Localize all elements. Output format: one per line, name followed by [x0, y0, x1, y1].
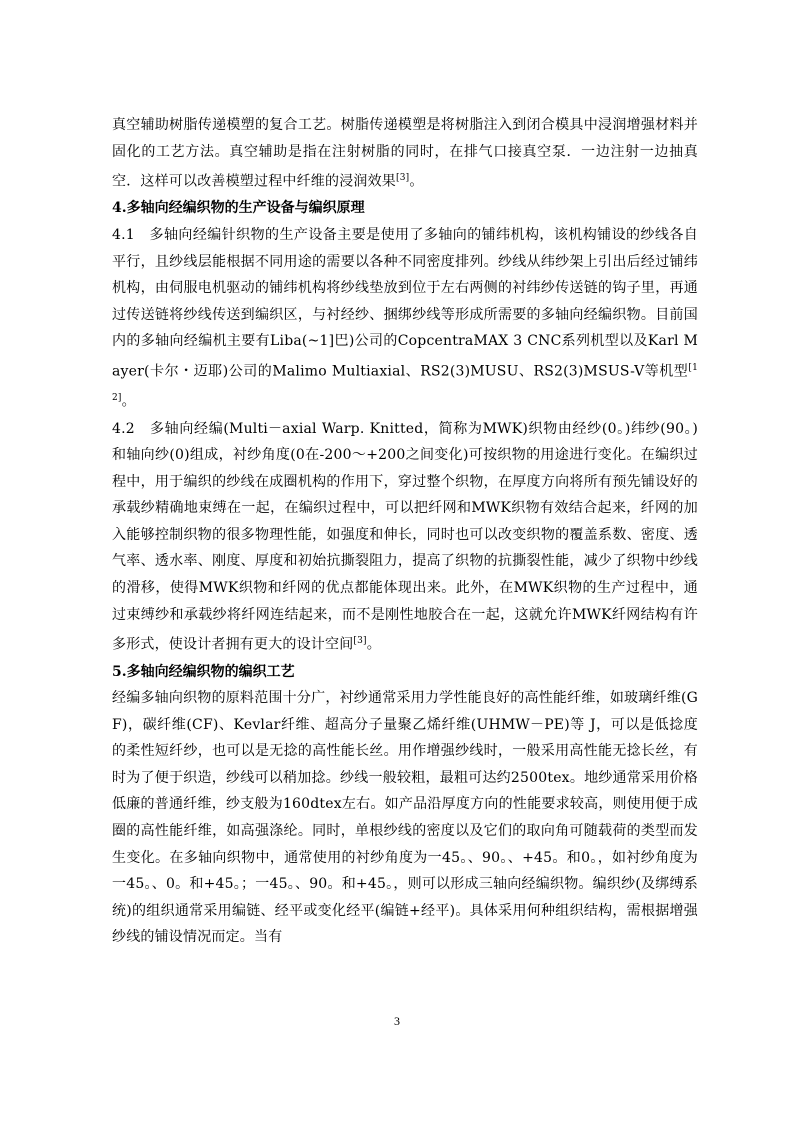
- paragraph-text: 4.1 多轴向经编针织物的生产设备主要是使用了多轴向的铺纬机构，该机构铺设的纱线各自平行，且纱线层能根据不同用途的需要以各种不同密度排列。纱线从纬纱架上引出后经过铺纬机构，由伺服电机驱动的铺纬机构将纱线垫放到位于左右两侧的衬纬纱传送链的钩子里，再通过传送链将纱线传送到编织区，与衬经纱、捆绑纱线等形成所需要的多轴向经编织物。目前国内的多轴向经编机主要有Liba(~1]巴)公司的CopcentraMAX 3 CNC系列机型以及Karl Mayer(卡尔・迈耶)公司的Malimo Multiaxial、RS2(3)MUSU、RS2(3)MSUS-V等机型: [112, 227, 698, 380]
- citation-ref: [3]: [353, 636, 367, 647]
- paragraph: [112, 685, 698, 951]
- paragraph-text: 4.多轴向经编织物的生产设备与编织原理: [112, 200, 365, 217]
- paragraph: [112, 222, 698, 415]
- paragraph-text: 经编多轴向织物的原料范围十分广，衬纱通常采用力学性能良好的高性能纤维，如玻璃纤维(GF)，碳纤维(CF)、Kevlar纤维、超高分子量聚乙烯纤维(UHMW－PE)等 J，可以是低捻度的柔性短纤纱，也可以是无捻的高性能长丝。用作增强纱线时，一般采用高性能无捻长丝，有时为了便于织造，纱线可以稍加捻。纱线一般较粗，最粗可达约2500tex。地纱通常采用价格低廉的普通纤维，纱支般为160dtex左右。如产品沿厚度方向的性能要求较高，则使用便于成圈的高性能纤维，如高强涤纶。同时，单根纱线的密度以及它们的取向角可随载荷的类型而发生变化。在多轴向织物中，通常使用的衬纱角度为一45。、90。、+45。和0。，如衬纱角度为一45。、0。和+45。；一45。、90。和+45。，则可以形成三轴向经编织物。编织纱(及绑缚系统)的组织通常采用编链、经平或变化经平(编链+经平)。具体采用何种组织结构，需根据增强纱线的铺设情况而定。当有: [112, 690, 698, 946]
- paragraph-tail: 。: [366, 636, 381, 653]
- section-heading: [112, 659, 698, 686]
- body-text: [112, 112, 698, 951]
- paragraph: [112, 416, 698, 659]
- citation-ref: [3]: [396, 173, 410, 184]
- paragraph-tail: 。: [121, 393, 136, 410]
- paragraph-text: 4.2 多轴向经编(Multi－axial Warp. Knitted，简称为MWK)织物由经纱(0。)纬纱(90。)和轴向纱(0)组成，衬纱角度(0在-200～+200之间变化)可按织物的用途进行变化。在编织过程中，用于编织的纱线在成圈机构的作用下，穿过整个织物，在厚度方向将所有预先铺设好的承载纱精确地束缚在一起，在编织过程中，可以把纤网和MWK织物有效结合起来，纤网的加入能够控制织物的很多物理性能，如强度和伸长，同时也可以改变织物的覆盖系数、密度、透气率、透水率、刚度、厚度和初始抗撕裂阻力，提高了织物的抗撕裂性能，减少了织物中纱线的滑移，使得MWK织物和纤网的优点都能体现出来。此外，在MWK织物的生产过程中，通过束缚纱和承载纱将纤网连结起来，而不是刚性地胶合在一起，这就允许MWK纤网结构有许多形式，使设计者拥有更大的设计空间: [112, 420, 698, 653]
- page-number: 3: [394, 1014, 400, 1028]
- citation-ref: [12]: [112, 363, 698, 404]
- paragraph-text: 5.多轴向经编织物的编织工艺: [112, 663, 295, 680]
- section-heading: [112, 195, 698, 222]
- paragraph-tail: 。: [409, 173, 424, 190]
- paragraph-text: 真空辅助树脂传递模塑的复合工艺。树脂传递模塑是将树脂注入到闭合模具中浸润增强材料并固化的工艺方法。真空辅助是指在注射树脂的同时，在排气口接真空泵．一边注射一边抽真空．这样可以改善模塑过程中纤维的浸润效果: [112, 117, 698, 190]
- paragraph: [112, 112, 698, 195]
